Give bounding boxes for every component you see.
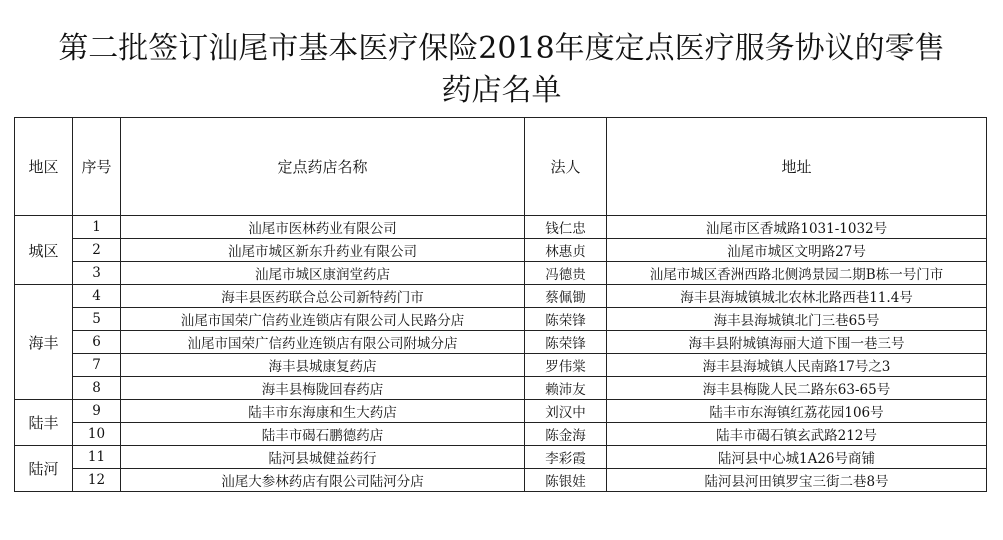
- no-cell: 10: [73, 423, 121, 446]
- table-row: [15, 354, 987, 377]
- table-row: [15, 400, 987, 423]
- table-row: [15, 377, 987, 400]
- table-row: [15, 239, 987, 262]
- no-cell: 2: [73, 239, 121, 262]
- header-address: 地址: [607, 118, 987, 216]
- no-cell: 8: [73, 377, 121, 400]
- table-row: [15, 262, 987, 285]
- address-cell: 陆河县河田镇罗宝三街二巷8号: [607, 469, 987, 492]
- legal-cell: 李彩霞: [525, 446, 607, 469]
- table-row: [15, 285, 987, 308]
- address-cell: 海丰县海城镇北门三巷65号: [607, 308, 987, 331]
- table-row: [15, 423, 987, 446]
- name-cell: 海丰县医药联合总公司新特药门市: [121, 285, 525, 308]
- no-cell: 3: [73, 262, 121, 285]
- table-row: [15, 331, 987, 354]
- page-title: 第二批签订汕尾市基本医疗保险2018年度定点医疗服务协议的零售: [58, 31, 945, 66]
- name-cell: 海丰县城康复药店: [121, 354, 525, 377]
- legal-cell: 赖沛友: [525, 377, 607, 400]
- address-cell: 汕尾市城区文明路27号: [607, 239, 987, 262]
- pharmacy-table: [14, 117, 987, 492]
- address-cell: 陆河县中心城1A26号商铺: [607, 446, 987, 469]
- name-cell: 陆丰市碣石鹏德药店: [121, 423, 525, 446]
- region-cell: 海丰: [15, 285, 73, 400]
- legal-cell: 罗伟棠: [525, 354, 607, 377]
- region-cell: 城区: [15, 216, 73, 285]
- no-cell: 5: [73, 308, 121, 331]
- legal-cell: 冯德贵: [525, 262, 607, 285]
- name-cell: 陆丰市东海康和生大药店: [121, 400, 525, 423]
- no-cell: 11: [73, 446, 121, 469]
- address-cell: 海丰县梅陇人民二路东63-65号: [607, 377, 987, 400]
- table-row: [15, 216, 987, 239]
- name-cell: 陆河县城健益药行: [121, 446, 525, 469]
- legal-cell: 陈金海: [525, 423, 607, 446]
- address-cell: 海丰县海城镇人民南路17号之3: [607, 354, 987, 377]
- header-name: 定点药店名称: [121, 118, 525, 216]
- no-cell: 12: [73, 469, 121, 492]
- header-region: 地区: [15, 118, 73, 216]
- address-cell: 汕尾市区香城路1031-1032号: [607, 216, 987, 239]
- legal-cell: 钱仁忠: [525, 216, 607, 239]
- name-cell: 汕尾大参林药店有限公司陆河分店: [121, 469, 525, 492]
- name-cell: 汕尾市国荣广信药业连锁店有限公司附城分店: [121, 331, 525, 354]
- legal-cell: 蔡佩锄: [525, 285, 607, 308]
- table-row: [15, 308, 987, 331]
- no-cell: 7: [73, 354, 121, 377]
- table-row: [15, 446, 987, 469]
- legal-cell: 林惠贞: [525, 239, 607, 262]
- name-cell: 汕尾市医林药业有限公司: [121, 216, 525, 239]
- address-cell: 海丰县海城镇城北农林北路西巷11.4号: [607, 285, 987, 308]
- region-cell: 陆河: [15, 446, 73, 492]
- region-cell: 陆丰: [15, 400, 73, 446]
- header-no: 序号: [73, 118, 121, 216]
- address-cell: 陆丰市碣石镇玄武路212号: [607, 423, 987, 446]
- name-cell: 汕尾市国荣广信药业连锁店有限公司人民路分店: [121, 308, 525, 331]
- page-title-continued: 药店名单: [441, 73, 562, 108]
- legal-cell: 刘汉中: [525, 400, 607, 423]
- name-cell: 汕尾市城区康润堂药店: [121, 262, 525, 285]
- legal-cell: 陈荣锋: [525, 331, 607, 354]
- legal-cell: 陈荣锋: [525, 308, 607, 331]
- no-cell: 4: [73, 285, 121, 308]
- no-cell: 9: [73, 400, 121, 423]
- name-cell: 汕尾市城区新东升药业有限公司: [121, 239, 525, 262]
- address-cell: 汕尾市城区香洲西路北侧鸿景园二期B栋一号门市: [607, 262, 987, 285]
- name-cell: 海丰县梅陇回春药店: [121, 377, 525, 400]
- legal-cell: 陈银娃: [525, 469, 607, 492]
- no-cell: 1: [73, 216, 121, 239]
- address-cell: 海丰县附城镇海丽大道下围一巷三号: [607, 331, 987, 354]
- table-row: [15, 469, 987, 492]
- address-cell: 陆丰市东海镇红荔花园106号: [607, 400, 987, 423]
- header-legal: 法人: [525, 118, 607, 216]
- table-header-row: [15, 118, 987, 216]
- no-cell: 6: [73, 331, 121, 354]
